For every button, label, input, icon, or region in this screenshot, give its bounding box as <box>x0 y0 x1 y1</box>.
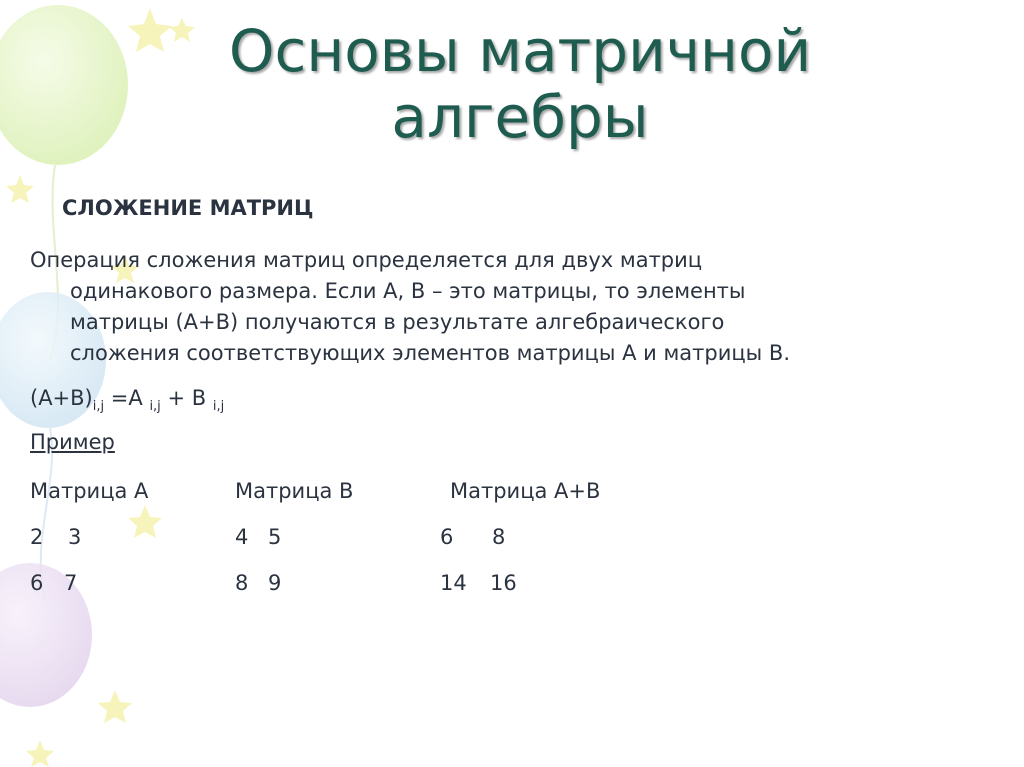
matrix-a-cell: 7 <box>64 571 78 595</box>
formula-lhs-subscript: i,j <box>92 399 105 414</box>
matrix-b-cell: 5 <box>268 525 282 549</box>
matrix-sum-cell: 14 <box>440 571 467 595</box>
matrix-a-cell: 2 <box>30 525 44 549</box>
title-line-2: алгебры <box>391 83 649 151</box>
paragraph-line: матрицы (А+В) получаются в результате алгебраического <box>70 310 725 334</box>
matrix-a-cell: 3 <box>68 525 82 549</box>
definition-paragraph <box>30 245 930 369</box>
example-label: Пример <box>30 430 115 454</box>
title-line-1: Основы матричной <box>228 17 812 85</box>
slide-title <box>150 18 890 150</box>
matrix-b-cell: 4 <box>235 525 249 549</box>
matrix-b-label: Матрица В <box>235 479 354 503</box>
paragraph-line: сложения соответствующих элементов матрицы А и матрицы В. <box>70 341 791 365</box>
matrix-sum-label: Матрица А+В <box>450 479 601 503</box>
matrix-b-cell: 9 <box>268 571 282 595</box>
matrix-sum-cell: 16 <box>490 571 517 595</box>
section-heading: СЛОЖЕНИЕ МАТРИЦ <box>62 196 314 220</box>
paragraph-line: одинакового размера. Если А, В – это матрицы, то элементы <box>70 279 746 303</box>
formula-b-subscript: i,j <box>212 399 225 414</box>
formula-lhs: (А+В) <box>30 386 93 410</box>
matrix-sum-cell: 8 <box>492 525 506 549</box>
paragraph-line: Операция сложения матриц определяется для двух матриц <box>30 248 703 272</box>
formula-a-subscript: i,j <box>149 399 161 414</box>
formula-equals: =А <box>104 386 150 410</box>
matrix-sum-cell: 6 <box>440 525 454 549</box>
addition-formula <box>30 386 224 414</box>
matrix-a-cell: 6 <box>30 571 44 595</box>
formula-plus: + В <box>160 386 213 410</box>
matrix-a-label: Матрица А <box>30 479 149 503</box>
matrix-b-cell: 8 <box>235 571 249 595</box>
